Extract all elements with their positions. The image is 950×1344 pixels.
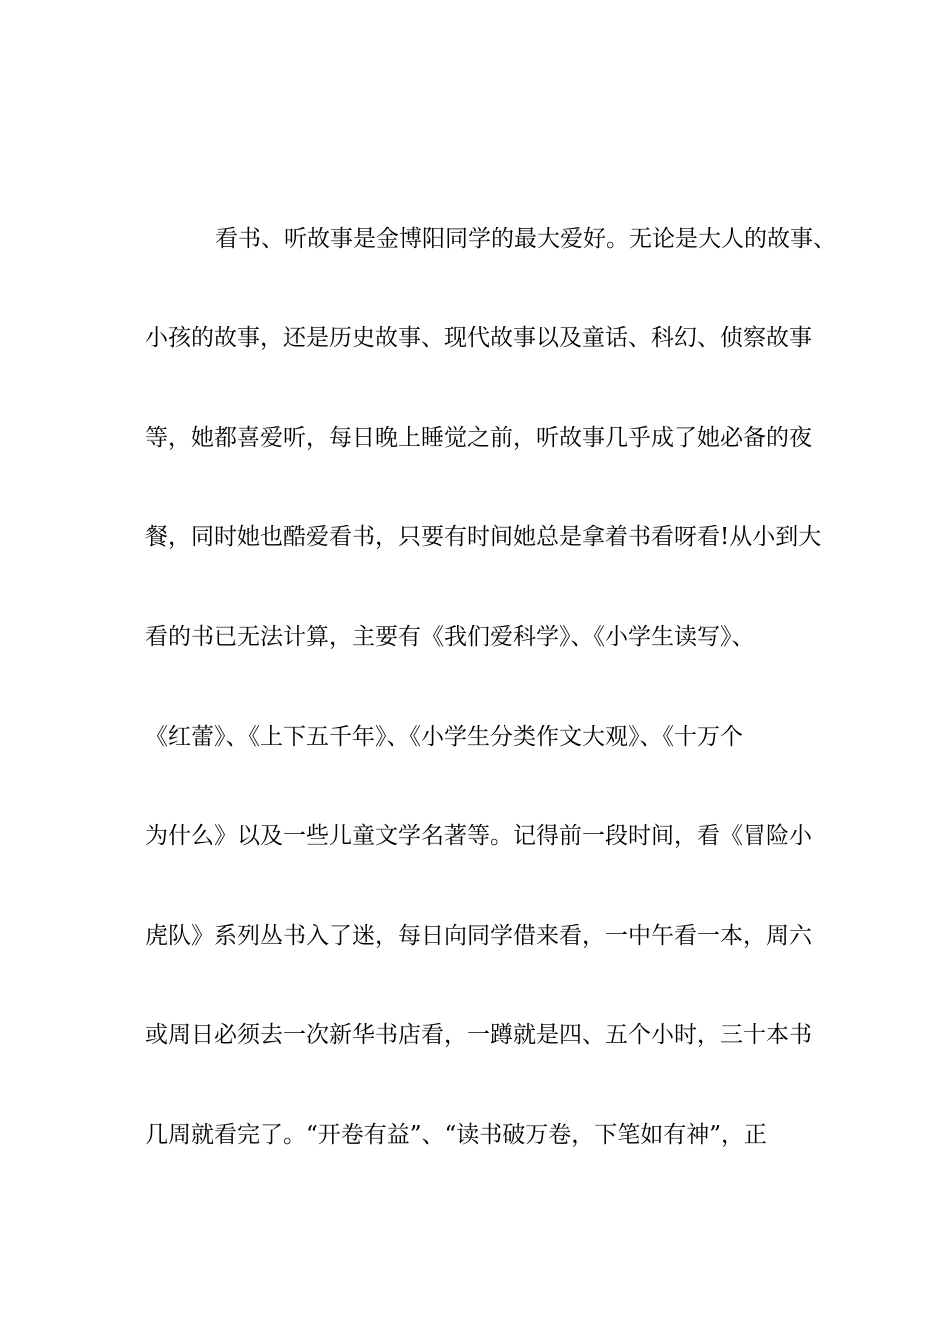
paragraph-line: 虎队》系列丛书入了迷，每日向同学借来看，一中午看一本，周六	[145, 923, 812, 949]
paragraph-line: 或周日必须去一次新华书店看，一蹲就是四、五个小时，三十本书	[145, 1022, 812, 1048]
paragraph-line: 等，她都喜爱听，每日晚上睡觉之前，听故事几乎成了她必备的夜	[145, 425, 812, 451]
paragraph-line: 为什么》以及一些儿童文学名著等。记得前一段时间，看《冒险小	[145, 823, 812, 849]
paragraph-line: 餐，同时她也酷爱看书，只要有时间她总是拿着书看呀看!从小到大	[145, 524, 822, 550]
paragraph-line: 看书、听故事是金博阳同学的最大爱好。无论是大人的故事、	[215, 226, 836, 252]
paragraph-line: 看的书已无法计算，主要有《我们爱科学》、《小学生读写》、	[145, 624, 755, 650]
paragraph-line: 小孩的故事，还是历史故事、现代故事以及童话、科幻、侦察故事	[145, 325, 812, 351]
paragraph-line: 《红蕾》、《上下五千年》、《小学生分类作文大观》、《十万个	[145, 724, 743, 750]
paragraph-line: 几周就看完了。“开卷有益”、“读书破万卷，下笔如有神”，正	[145, 1122, 768, 1148]
